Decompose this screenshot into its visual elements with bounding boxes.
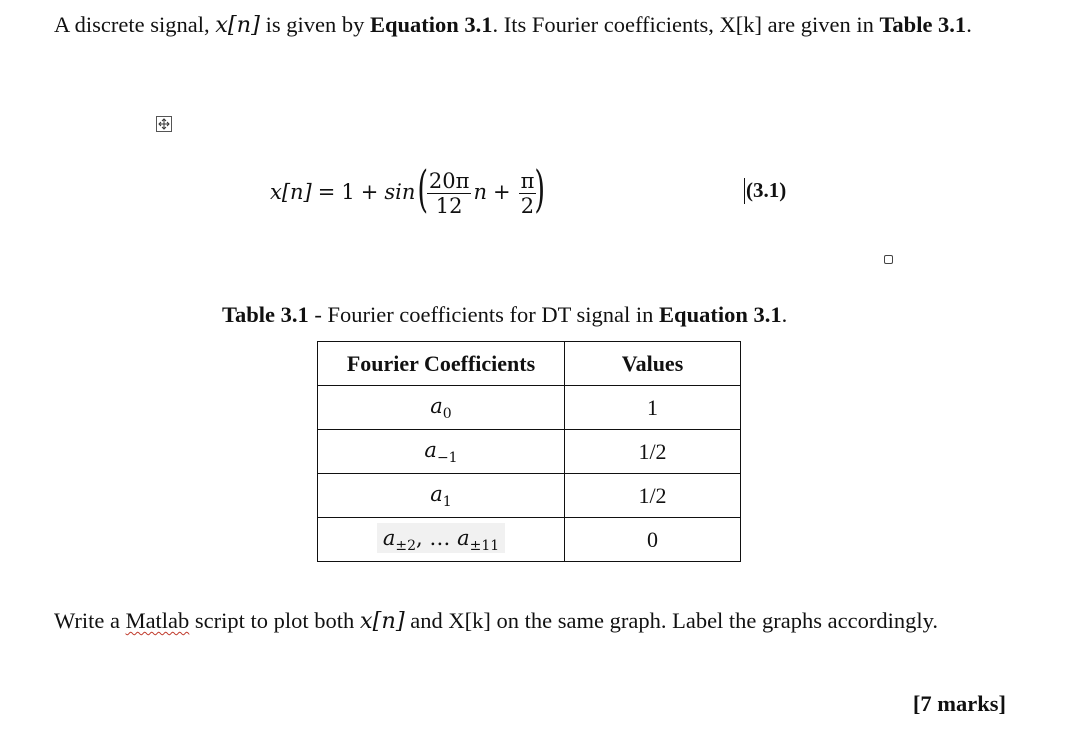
coefficient-cell: $a_{-1}$ (318, 430, 565, 474)
table-row (318, 430, 741, 474)
text-cursor (744, 178, 745, 204)
equation[interactable]: x[n] = 1 + sin ( $\frac{20\pi}{12}$ n + $\frac{\pi}{2}$ ) (270, 160, 546, 218)
table-header-row (318, 342, 741, 386)
table-row (318, 386, 741, 430)
right-paren: ) (534, 160, 546, 218)
header-fourier-coefficients: Fourier Coefficients (318, 342, 565, 386)
fraction-pi-2: $\frac{\pi}{2}$ (520, 168, 535, 218)
checkbox-icon[interactable] (884, 255, 893, 264)
signal-symbol: x[n] (359, 608, 405, 634)
value-cell: 0 (565, 518, 741, 562)
coefficient-cell: $a_0$ (318, 386, 565, 430)
marks-label: [7 marks] (912, 691, 1006, 716)
equation-reference: Equation 3.1 (369, 12, 493, 37)
signal-symbol: x[n] (215, 12, 260, 38)
table-move-handle-icon[interactable] (156, 116, 172, 132)
equation-block (270, 160, 870, 224)
table-row (318, 474, 741, 518)
table-caption: Table 3.1 - Fourier coefficients for DT signal in Equation 3.1. (222, 302, 788, 327)
coefficient-cell: $a_{\pm 2}$, … $a_{\pm 11}$ (318, 518, 565, 562)
coefficient-cell: $a_1$ (318, 474, 565, 518)
fraction-20pi-12: $\frac{20\pi}{12}$ (428, 168, 470, 218)
equation-number: (3.1) (746, 178, 787, 202)
value-cell: 1/2 (565, 430, 741, 474)
value-cell: 1 (565, 386, 741, 430)
value-cell: 1/2 (565, 474, 741, 518)
left-paren: ( (417, 160, 429, 218)
header-values: Values (565, 342, 741, 386)
fourier-coefficients-table (317, 341, 741, 562)
spellcheck-word[interactable]: Matlab (125, 608, 190, 633)
task-paragraph: Write a Matlab script to plot both x[n] and X[k] on the same graph. Label the graphs accordingly. (54, 608, 939, 634)
equation-lhs: x[n] (270, 180, 312, 204)
table-reference: Table 3.1 (879, 12, 967, 37)
intro-paragraph: A discrete signal, x[n] is given by Equation 3.1. Its Fourier coefficients, X[k] are given in Table 3.1. (54, 12, 972, 38)
table-row (318, 518, 741, 562)
sin-function: sin (384, 180, 416, 204)
